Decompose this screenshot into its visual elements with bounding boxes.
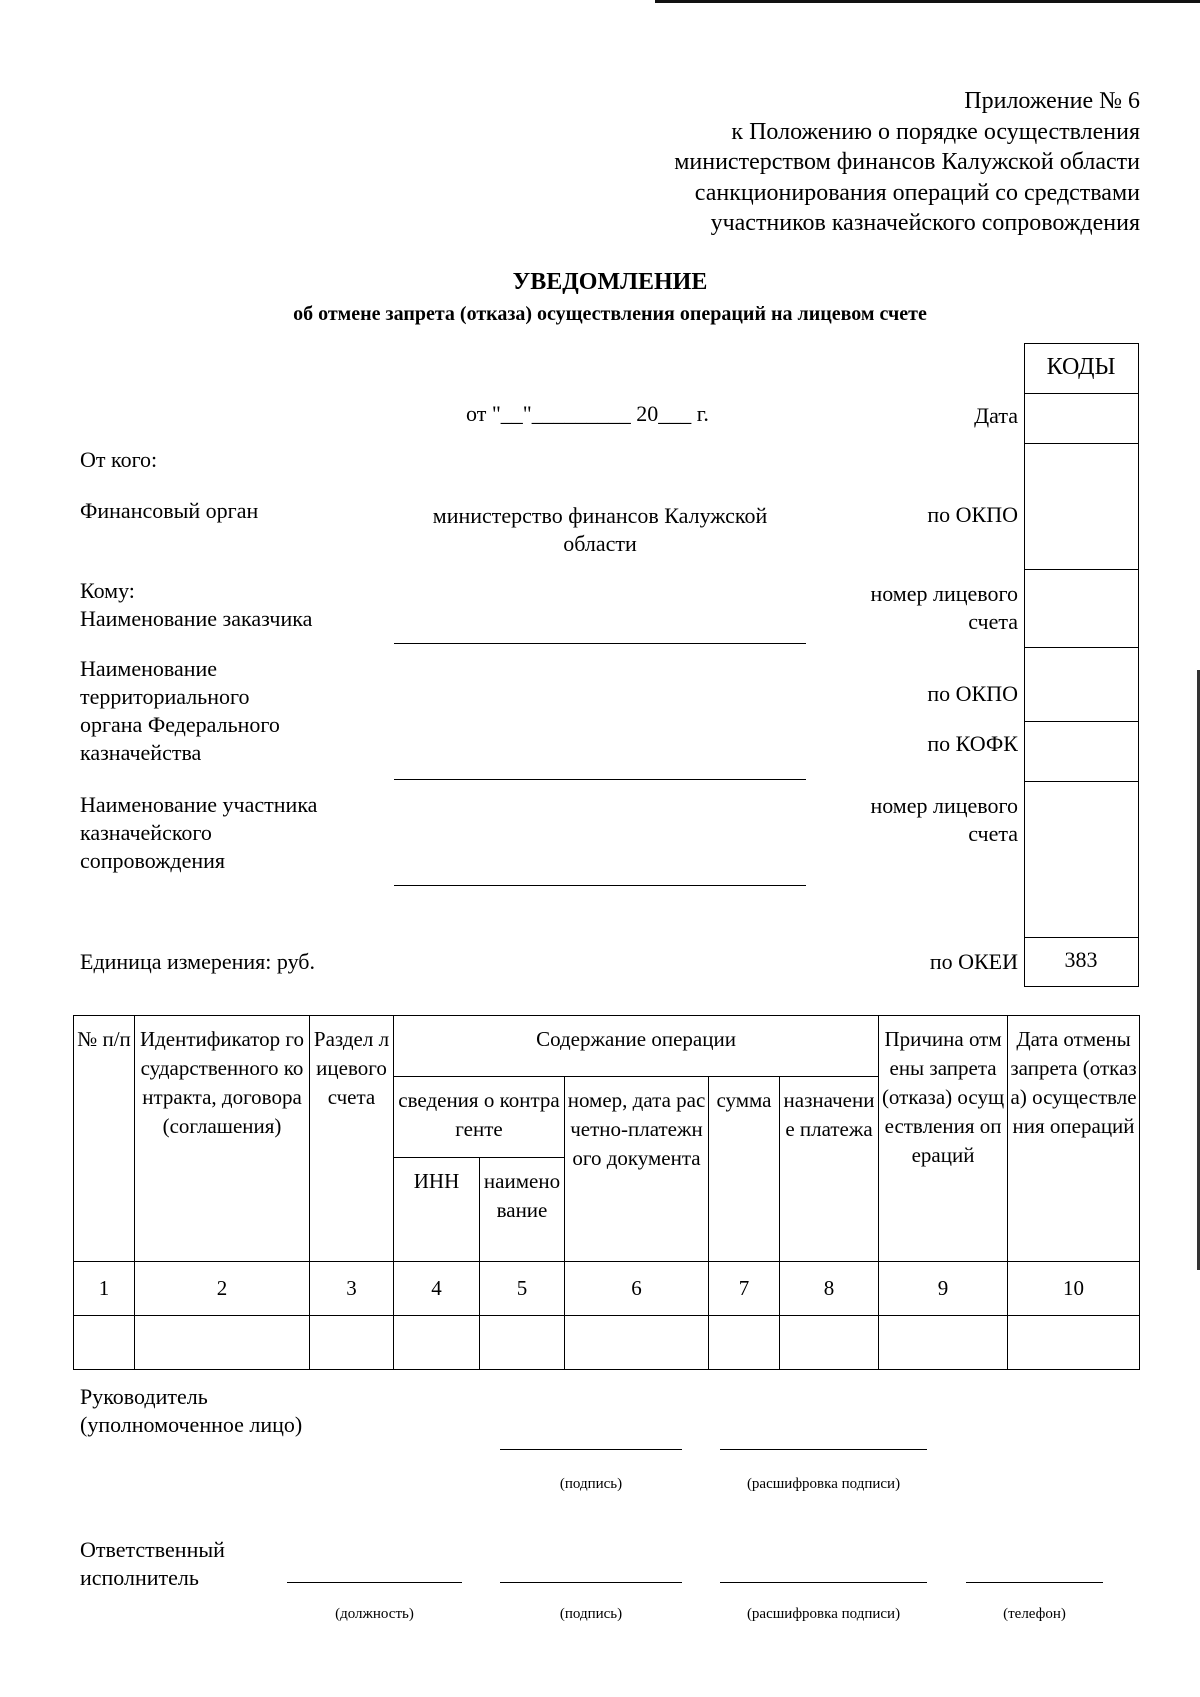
col-number: 2	[135, 1262, 310, 1316]
annex-ref-line: министерством финансов Калужской области	[674, 149, 1140, 175]
account2-code-label-line: счета	[968, 821, 1018, 846]
col-number: 3	[310, 1262, 394, 1316]
scan-edge-top	[655, 0, 1200, 3]
financial-body-label: Финансовый орган	[80, 498, 259, 523]
annex-header	[674, 86, 1140, 239]
executor-signature-field[interactable]	[500, 1582, 682, 1583]
col-number: 8	[780, 1262, 879, 1316]
table-cell[interactable]	[780, 1316, 879, 1370]
executor-position-caption: (должность)	[335, 1606, 414, 1622]
col-number: 9	[879, 1262, 1008, 1316]
codes-box	[1024, 343, 1139, 987]
table-cell[interactable]	[565, 1316, 709, 1370]
annex-ref-line: к Положению о порядке осуществления	[731, 118, 1140, 145]
codes-row-divider	[1025, 647, 1138, 648]
executor-phone-field[interactable]	[966, 1582, 1103, 1583]
document-subtitle: об отмене запрета (отказа) осуществления операций на лицевом счете	[293, 303, 927, 325]
head-signature-caption: (подпись)	[559, 1476, 623, 1492]
col-header-payment-doc: номер, дата расчетно-платежного документа	[565, 1077, 709, 1262]
account-code-label-line: номер лицевого	[870, 581, 1018, 606]
account-code-label-line: счета	[968, 609, 1018, 634]
table-cell[interactable]	[709, 1316, 780, 1370]
responsible-executor-label-line: исполнитель	[80, 1565, 199, 1590]
annex-ref-line: участников казначейского сопровождения	[710, 210, 1140, 236]
participant-name-field[interactable]	[394, 885, 806, 886]
account-code-label	[870, 580, 1018, 636]
financial-body-value-line: области	[563, 531, 637, 556]
head-signatory-label-line: (уполномоченное лицо)	[80, 1412, 303, 1437]
territorial-body-label-line: территориального	[80, 684, 250, 709]
executor-name-field[interactable]	[720, 1582, 927, 1583]
territorial-body-label-line: казначейства	[80, 740, 202, 765]
col-header-purpose: назначение платежа	[780, 1077, 879, 1262]
account2-code-label	[870, 792, 1018, 848]
responsible-executor-label	[80, 1536, 225, 1592]
participant-name-label-line: казначейского	[80, 820, 212, 845]
financial-body-value	[400, 502, 800, 558]
unit-label: Единица измерения: руб.	[80, 949, 315, 974]
col-number: 6	[565, 1262, 709, 1316]
responsible-executor-label-line: Ответственный	[80, 1537, 225, 1562]
table-cell[interactable]	[480, 1316, 565, 1370]
participant-name-label	[80, 791, 317, 875]
table-cell[interactable]	[879, 1316, 1008, 1370]
table-row	[74, 1316, 1140, 1370]
date-line[interactable]: от "__"_________ 20___ г.	[466, 401, 709, 426]
table-cell[interactable]	[394, 1316, 480, 1370]
financial-body-value-line: министерство финансов Калужской	[432, 503, 768, 528]
table-cell[interactable]	[1008, 1316, 1140, 1370]
codes-row-divider	[1025, 721, 1138, 722]
col-header-account-section: Раздел лицевого счета	[310, 1016, 394, 1262]
executor-position-field[interactable]	[287, 1582, 462, 1583]
annex-number: Приложение № 6	[964, 88, 1140, 114]
date-code-label: Дата	[974, 403, 1018, 428]
head-signatory-label	[80, 1383, 302, 1439]
account2-code-label-line: номер лицевого	[870, 793, 1018, 818]
territorial-body-field[interactable]	[394, 779, 806, 780]
head-name-caption: (расшифровка подписи)	[746, 1476, 901, 1492]
participant-name-label-line: сопровождения	[80, 848, 226, 873]
col-header-cancel-reason: Причина отмены запрета (отказа) осуществления операций	[879, 1016, 1008, 1262]
okpo-code-label: по ОКПО	[927, 502, 1018, 527]
kofk-code-label: по КОФК	[927, 731, 1018, 756]
annex-ref-line: санкционирования операций со средствами	[694, 179, 1140, 206]
okpo2-code-label: по ОКПО	[927, 681, 1018, 706]
executor-signature-caption: (подпись)	[559, 1606, 623, 1622]
codes-row-divider	[1025, 781, 1138, 782]
okei-code: 383	[1064, 947, 1098, 972]
col-number: 5	[480, 1262, 565, 1316]
col-number: 1	[74, 1262, 135, 1316]
codes-header: КОДЫ	[1046, 354, 1116, 380]
codes-row-divider	[1025, 937, 1138, 938]
col-header-name: наименование	[480, 1158, 565, 1262]
customer-name-field[interactable]	[394, 643, 806, 644]
head-name-field[interactable]	[720, 1449, 927, 1450]
executor-phone-caption: (телефон)	[1003, 1606, 1066, 1622]
table-cell[interactable]	[310, 1316, 394, 1370]
customer-name-label: Наименование заказчика	[80, 606, 313, 631]
operations-table	[73, 1015, 1140, 1370]
col-number: 10	[1008, 1262, 1140, 1316]
col-header-inn: ИНН	[394, 1158, 480, 1262]
okei-code-label: по ОКЕИ	[929, 949, 1018, 974]
col-header-cancel-date: Дата отмены запрета (отказа) осуществления операций	[1008, 1016, 1140, 1262]
from-label: От кого:	[80, 447, 158, 472]
codes-row-divider	[1025, 443, 1138, 444]
table-cell[interactable]	[135, 1316, 310, 1370]
table-cell[interactable]	[74, 1316, 135, 1370]
col-number: 7	[709, 1262, 780, 1316]
col-header-number: № п/п	[74, 1016, 135, 1262]
document-title: УВЕДОМЛЕНИЕ	[512, 269, 708, 295]
territorial-body-label	[80, 655, 280, 767]
territorial-body-label-line: Наименование	[80, 656, 218, 681]
col-header-counterparty: сведения о контрагенте	[394, 1077, 565, 1158]
executor-name-caption: (расшифровка подписи)	[746, 1606, 901, 1622]
col-header-contract-id: Идентификатор государственного контракта, договора (соглашения)	[135, 1016, 310, 1262]
territorial-body-label-line: органа Федерального	[80, 712, 280, 737]
col-header-sum: сумма	[709, 1077, 780, 1262]
col-number: 4	[394, 1262, 480, 1316]
to-label: Кому:	[80, 578, 135, 603]
head-signature-field[interactable]	[500, 1449, 682, 1450]
head-signatory-label-line: Руководитель	[80, 1384, 208, 1409]
col-header-operation-content: Содержание операции	[394, 1016, 879, 1077]
codes-row-divider	[1025, 393, 1138, 394]
codes-row-divider	[1025, 569, 1138, 570]
participant-name-label-line: Наименование участника	[80, 792, 318, 817]
